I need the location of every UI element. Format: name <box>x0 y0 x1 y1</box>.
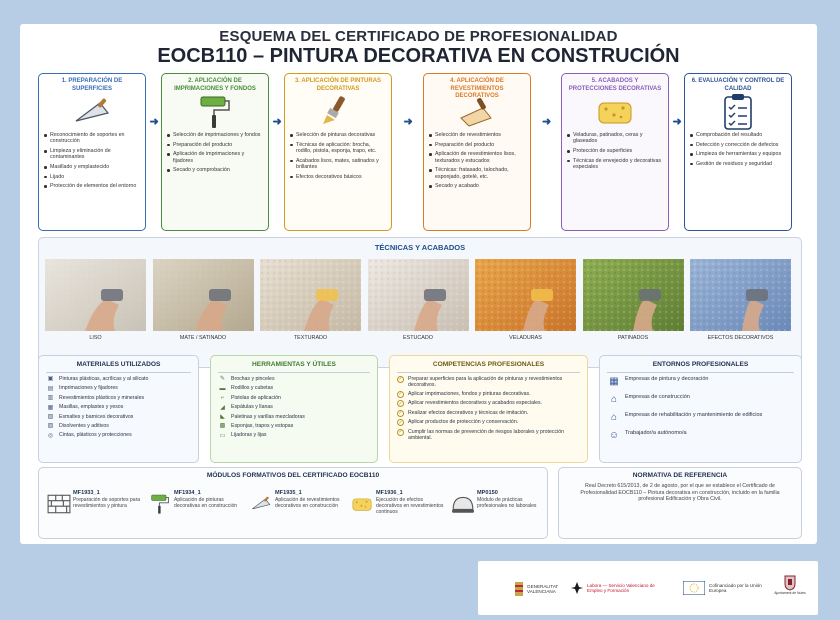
technique-label: ESTUCADO <box>403 335 433 341</box>
card-row-text: Paletinas y varillas mezcladoras <box>231 413 305 420</box>
card-row-text: Disolventes y aditivos <box>59 422 109 429</box>
check-circle-icon: ✓ <box>398 410 403 417</box>
card-row <box>218 423 370 430</box>
regulation-panel <box>558 467 802 539</box>
competencies-card <box>389 355 588 463</box>
module-item <box>350 490 445 536</box>
stage-title: 6. EVALUACIÓN Y CONTROL DE CALIDAD <box>691 78 785 92</box>
card-row-text: Cintas, plásticos y protecciones <box>59 432 132 439</box>
roller-icon: ▬ <box>219 385 226 392</box>
module-item <box>47 490 142 536</box>
module-description: Aplicación de revestimientos decorativos en construcción <box>275 497 340 510</box>
module-description: Ejecución de efectos decorativos en revestimientos continuos <box>376 497 444 516</box>
tools-title: HERRAMIENTAS Y ÚTILES <box>218 361 370 373</box>
stage-item: Preparación del producto <box>429 142 525 148</box>
modules-panel <box>38 467 548 539</box>
card-row <box>607 394 794 406</box>
technique-photo <box>368 259 469 331</box>
card-row-text: Esponjas, trapos y estopas <box>231 422 294 429</box>
generalitat-emblem-icon <box>514 581 524 597</box>
stage-item: Limpieza de herramientas y equipos <box>690 151 786 157</box>
stage-item: Técnicas: fratasado, talochado, esponjado, gotelé, etc. <box>429 167 525 180</box>
card-row-text: Lijadoras y lijas <box>231 432 267 439</box>
module-description: Preparación de soportes para revestimientos y pintura <box>73 497 141 510</box>
solvent-icon: ▨ <box>47 423 54 430</box>
stage-item: Reconocimiento de soportes en construcción <box>44 132 140 145</box>
stage-item: Detección y corrección de defectos <box>690 142 786 148</box>
eu-flag-icon <box>683 581 705 595</box>
card-row-text: Pinturas plásticas, acrílicas y al silicato <box>59 376 149 382</box>
stage-item: Secado y acabado <box>429 183 525 189</box>
card-row-text: Aplicar productos de protección y conservación. <box>408 419 519 426</box>
card-row-text: Empresas de construcción <box>625 394 690 400</box>
card-row <box>397 400 580 407</box>
technique-photo <box>153 259 254 331</box>
trowel-icon: ◣ <box>220 413 225 420</box>
card-row <box>46 423 191 430</box>
logo-nules <box>770 575 810 597</box>
paint-roller-icon <box>167 94 263 130</box>
card-row <box>218 432 370 439</box>
logo-eu <box>683 581 765 595</box>
stage-item: Veladuras, patinados, ceras y glaseados <box>567 132 663 145</box>
logo-nules-text: Ajuntament de Nules <box>774 591 806 595</box>
spatula-icon: ◢ <box>220 404 225 411</box>
stage-card-3 <box>284 73 392 231</box>
varnish-icon: ▧ <box>47 413 54 420</box>
card-row-text: Aplicar revestimientos decorativos y acabados especiales. <box>408 400 543 407</box>
stage-item: Técnicas de envejecido y decorativas especiales <box>567 158 663 171</box>
modules-title: MÓDULOS FORMATIVOS DEL CERTIFICADO EOCB110 <box>206 472 380 479</box>
card-row-text: Imprimaciones y fijadores <box>59 385 118 392</box>
card-row <box>397 429 580 442</box>
stage-item: Selección de imprimaciones y fondos <box>167 132 263 138</box>
worker-icon: ☺ <box>608 429 620 441</box>
spray-gun-icon: ⌐ <box>220 395 225 402</box>
module-description: Módulo de prácticas profesionales no laborales <box>477 497 537 510</box>
poster-subtitle: EOCB110 – PINTURA DECORATIVA EN CONSTRUCIÓN <box>157 45 680 67</box>
techniques-title: TÉCNICAS Y ACABADOS <box>374 243 466 252</box>
paint-can-icon: ▣ <box>47 376 54 383</box>
sponge-icon: ▩ <box>219 423 226 430</box>
technique-photo <box>690 259 791 331</box>
stage-item: Efectos decorativos básicos <box>290 174 386 180</box>
stage-title: 1. PREPARACIÓN DE SUPERFICIES <box>61 78 123 92</box>
tools-card <box>210 355 378 463</box>
module-code: MF1934_1 <box>174 490 201 496</box>
nules-crest-icon <box>783 575 797 591</box>
paintbrush-icon <box>290 94 386 130</box>
flow-arrow-icon: ➜ <box>672 116 682 128</box>
check-circle-icon: ✓ <box>398 428 403 435</box>
plastering-trowel-icon <box>429 94 525 130</box>
logo-generalitat-text: GENERALITAT VALENCIANA <box>527 583 559 594</box>
stage-card-1 <box>38 73 146 231</box>
environments-title: ENTORNOS PROFESIONALES <box>607 361 794 373</box>
building-icon: ▦ <box>609 375 619 387</box>
card-row <box>218 395 370 402</box>
trowel-icon <box>44 94 140 130</box>
card-row <box>46 414 191 421</box>
technique-photo <box>260 259 361 331</box>
module-code: MF1933_1 <box>73 490 100 496</box>
card-row-text: Masillas, emplastes y yesos <box>59 404 124 411</box>
technique-label: TEXTURADO <box>293 335 328 341</box>
module-code: MF1936_1 <box>376 490 403 496</box>
module-item <box>249 490 344 536</box>
module-item <box>148 490 243 536</box>
poster <box>20 24 817 544</box>
card-row <box>46 395 191 402</box>
flow-arrow-icon: ➜ <box>149 116 159 128</box>
technique-label: VELADURAS <box>509 335 542 341</box>
technique-label: EFECTOS DECORATIVOS <box>707 335 774 341</box>
technique-photo <box>45 259 146 331</box>
check-circle-icon: ✓ <box>398 376 403 383</box>
check-circle-icon: ✓ <box>398 419 403 426</box>
module-code: MF1935_1 <box>275 490 302 496</box>
stage-title: 3. APLICACIÓN DE PINTURAS DECORATIVAS <box>294 78 382 92</box>
module-item <box>451 490 546 536</box>
technique-label: MATE / SATINADO <box>179 335 227 341</box>
footer-logos <box>478 561 818 615</box>
card-row-text: Esmaltes y barnices decorativos <box>59 413 134 420</box>
card-row-text: Espátulas y llanas <box>231 404 273 411</box>
card-row <box>607 376 794 388</box>
stage-item: Comprobación del resultado <box>690 132 786 138</box>
card-row <box>46 376 191 383</box>
environments-card <box>599 355 802 463</box>
stage-item: Aplicación de revestimientos lisos, texturados y estucados <box>429 151 525 164</box>
sponge-icon <box>350 492 374 516</box>
card-row-text: Brochas y pinceles <box>231 376 275 382</box>
stage-item: Lijado <box>44 174 140 180</box>
stage-title: 4. APLICACIÓN DE REVESTIMIENTOS DECORATIVOS <box>450 78 504 99</box>
crane-icon: ⌂ <box>610 393 618 405</box>
checklist-icon <box>690 94 786 130</box>
card-row-text: Trabajador/a autónomo/a <box>625 430 687 436</box>
card-row-text: Preparar superficies para la aplicación de pinturas y revestimientos decorativos. <box>408 376 563 389</box>
primer-can-icon: ▤ <box>47 385 54 392</box>
stage-card-2 <box>161 73 269 231</box>
helmet-icon <box>451 492 475 516</box>
card-row <box>607 430 794 442</box>
stage-item: Protección de elementos del entorno <box>44 183 140 189</box>
brick-wall-icon <box>47 492 71 516</box>
stage-item: Masillado y emplastecido <box>44 164 140 170</box>
card-row-text: Empresas de pintura y decoración <box>625 376 709 382</box>
card-row <box>218 404 370 411</box>
stage-item: Limpieza y eliminación de contaminantes <box>44 148 140 161</box>
module-code: MP0150 <box>477 490 498 496</box>
flow-arrow-icon: ➜ <box>403 116 413 128</box>
poster-title: ESQUEMA DEL CERTIFICADO DE PROFESIONALIDAD <box>219 28 618 45</box>
putty-icon: ▦ <box>47 404 54 411</box>
card-row <box>397 419 580 426</box>
card-row-text: Cumplir las normas de prevención de riesgos laborales y protección ambiental. <box>408 428 564 441</box>
stage-title: 5. ACABADOS Y PROTECCIONES DECORATIVAS <box>568 78 662 92</box>
stage-title: 2. APLICACIÓN DE IMPRIMACIONES Y FONDOS <box>174 78 256 92</box>
stage-card-6 <box>684 73 792 231</box>
check-circle-icon: ✓ <box>398 400 403 407</box>
logo-labora <box>570 581 667 595</box>
flow-arrow-icon: ➜ <box>542 116 552 128</box>
card-row <box>218 414 370 421</box>
materials-card <box>38 355 199 463</box>
stage-item: Gestión de residuos y seguridad <box>690 161 786 167</box>
tape-icon: ◎ <box>47 432 54 439</box>
module-description: Aplicación de pinturas decorativas en construcción <box>174 497 238 510</box>
trowel-icon <box>249 492 273 516</box>
card-row-text: Revestimientos plásticos y minerales <box>59 394 145 401</box>
card-row-text: Aplicar imprimaciones, fondos y pinturas decorativas. <box>408 390 531 397</box>
stage-card-5 <box>561 73 669 231</box>
technique-label: PATINADOS <box>617 335 649 341</box>
stage-item: Selección de revestimientos <box>429 132 525 138</box>
stage-item: Aplicación de imprimaciones y fijadores <box>167 151 263 164</box>
flow-arrow-icon: ➜ <box>272 116 282 128</box>
technique-photo <box>583 259 684 331</box>
paint-roller-icon <box>148 492 172 516</box>
logo-eu-text: Cofinanciado por la Unión Europea <box>709 582 762 593</box>
card-row <box>46 385 191 392</box>
materials-title: MATERIALES UTILIZADOS <box>46 361 191 373</box>
technique-photo <box>475 259 576 331</box>
card-row-text: Realizar efectos decorativos y técnicas de imitación. <box>408 409 529 416</box>
regulation-text: Real Decreto 615/2013, de 2 de agosto, por el que se establece el Certificado de Profesionalidad EOCB110 – Pintura decorativa en construcción, incluido en la familia profesional Edificación y Obra Civil. <box>580 483 780 503</box>
logo-generalitat <box>514 581 567 597</box>
house-icon: ⌂ <box>610 411 618 423</box>
card-row-text: Pistolas de aplicación <box>231 394 281 401</box>
stage-item: Selección de pinturas decorativas <box>290 132 386 138</box>
card-row-text: Rodillos y cubetas <box>231 385 274 392</box>
check-circle-icon: ✓ <box>398 391 403 398</box>
competencies-title: COMPETENCIAS PROFESIONALES <box>397 361 580 373</box>
techniques-panel <box>38 237 802 368</box>
card-row <box>46 404 191 411</box>
card-row-text: Empresas de rehabilitación y mantenimiento de edificios <box>625 412 763 418</box>
stage-item: Técnicas de aplicación: brocha, rodillo, pistola, esponja, trapo, etc. <box>290 142 386 155</box>
labora-star-icon <box>570 581 584 595</box>
card-row <box>397 410 580 417</box>
sandpaper-icon: ▭ <box>219 432 226 439</box>
logo-labora-text: Labora — Servicio Valenciano de Empleo y Formación <box>587 582 655 593</box>
brush-icon: ✎ <box>219 376 226 383</box>
stage-item: Preparación del producto <box>167 142 263 148</box>
card-row <box>218 385 370 392</box>
regulation-title: NORMATIVA DE REFERENCIA <box>632 472 728 479</box>
bucket-icon: ▥ <box>47 395 54 402</box>
sponge-icon <box>567 94 663 130</box>
technique-label: LISO <box>89 335 102 341</box>
stage-item: Secado y comprobación <box>167 167 263 173</box>
card-row <box>397 376 580 389</box>
stage-item: Acabados lisos, mates, satinados y brillantes <box>290 158 386 171</box>
card-row <box>46 432 191 439</box>
card-row <box>218 376 370 383</box>
stage-card-4 <box>423 73 531 231</box>
stage-item: Protección de superficies <box>567 148 663 154</box>
card-row <box>397 391 580 398</box>
card-row <box>607 412 794 424</box>
